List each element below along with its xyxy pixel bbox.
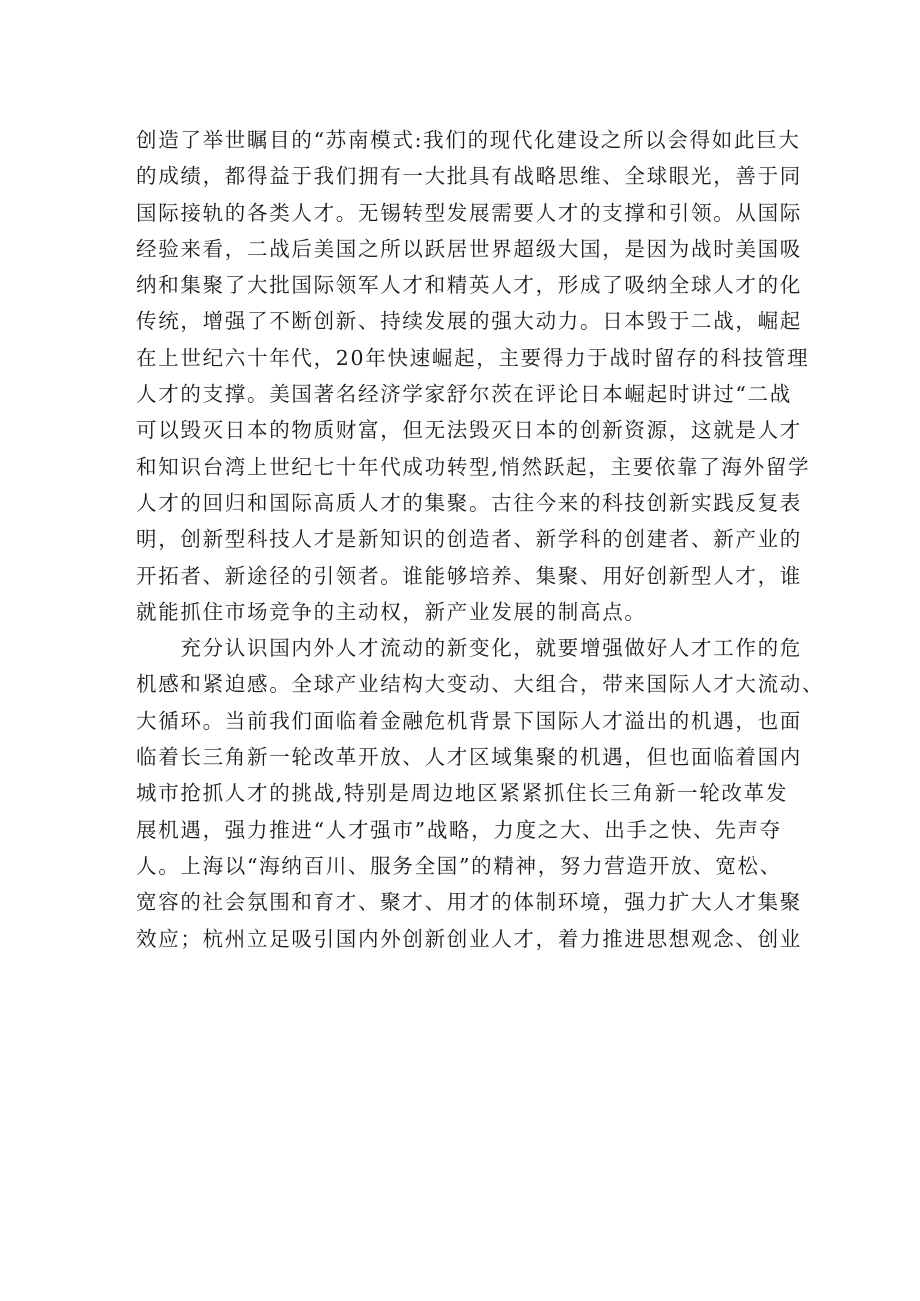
text-line: 就能抓住市场竞争的主动权，新产业发展的制高点。 <box>136 599 647 624</box>
text-line: 效应；杭州立足吸引国内外创新创业人才，着力推进思想观念、创业 <box>136 926 802 951</box>
text-line: 宽容的社会氛围和育才、聚才、用才的体制环境，强力扩大人才集聚 <box>136 890 802 915</box>
text-line: 经验来看，二战后美国之所以跃居世界超级大国，是因为战时美国吸 <box>136 236 802 261</box>
text-line: 创造了举世瞩目的“苏南模式:我们的现代化建设之所以会得如此巨大 <box>136 128 801 152</box>
text-line: 传统，增强了不断创新、持续发展的强大动力。日本毁于二战，崛起 <box>136 309 802 334</box>
text-line: 和知识台湾上世纪七十年代成功转型,悄然跃起，主要依靠了海外留学 <box>136 454 811 479</box>
text-line: 临着长三角新一轮改革开放、人才区域集聚的机遇，但也面临着国内 <box>136 745 802 770</box>
text-line: 大循环。当前我们面临着金融危机背景下国际人才溢出的机遇，也面 <box>136 708 802 733</box>
text-line: 纳和集聚了大批国际领军人才和精英人才，形成了吸纳全球人才的化 <box>136 273 802 298</box>
paragraph-start-line: 充分认识国内外人才流动的新变化，就要增强做好人才工作的危 <box>136 636 802 661</box>
text-line: 国际接轨的各类人才。无锡转型发展需要人才的支撑和引领。从国际 <box>136 200 802 225</box>
text-line: 在上世纪六十年代，20年快速崛起，主要得力于战时留存的科技管理 <box>136 345 810 370</box>
text-line: 的成绩，都得益于我们拥有一大批具有战略思维、全球眼光，善于同 <box>136 164 802 189</box>
text-line: 人才的支撑。美国著名经济学家舒尔茨在评论日本崛起时讲过“二战 <box>136 382 792 407</box>
text-line: 可以毁灭日本的物质财富，但无法毁灭日本的创新资源，这就是人才 <box>136 418 802 443</box>
body-text <box>136 122 836 957</box>
text-line: 城市抢抓人才的挑战,特别是周边地区紧紧抓住长三角新一轮改革发 <box>136 781 789 806</box>
text-line: 开拓者、新途径的引领者。谁能够培养、集聚、用好创新型人才，谁 <box>136 563 802 588</box>
text-line: 人才的回归和国际高质人才的集聚。古往今来的科技创新实践反复表 <box>136 490 802 515</box>
text-line: 机感和紧迫感。全球产业结构大变动、大组合，带来国际人才大流动、 <box>136 672 825 697</box>
text-line: 人。上海以“海纳百川、服务全国”的精神，努力营造开放、宽松、 <box>136 853 782 878</box>
text-line: 明，创新型科技人才是新知识的创造者、新学科的创建者、新产业的 <box>136 527 802 552</box>
text-line: 展机遇，强力推进“人才强市”战略，力度之大、出手之快、先声夺 <box>136 817 782 842</box>
